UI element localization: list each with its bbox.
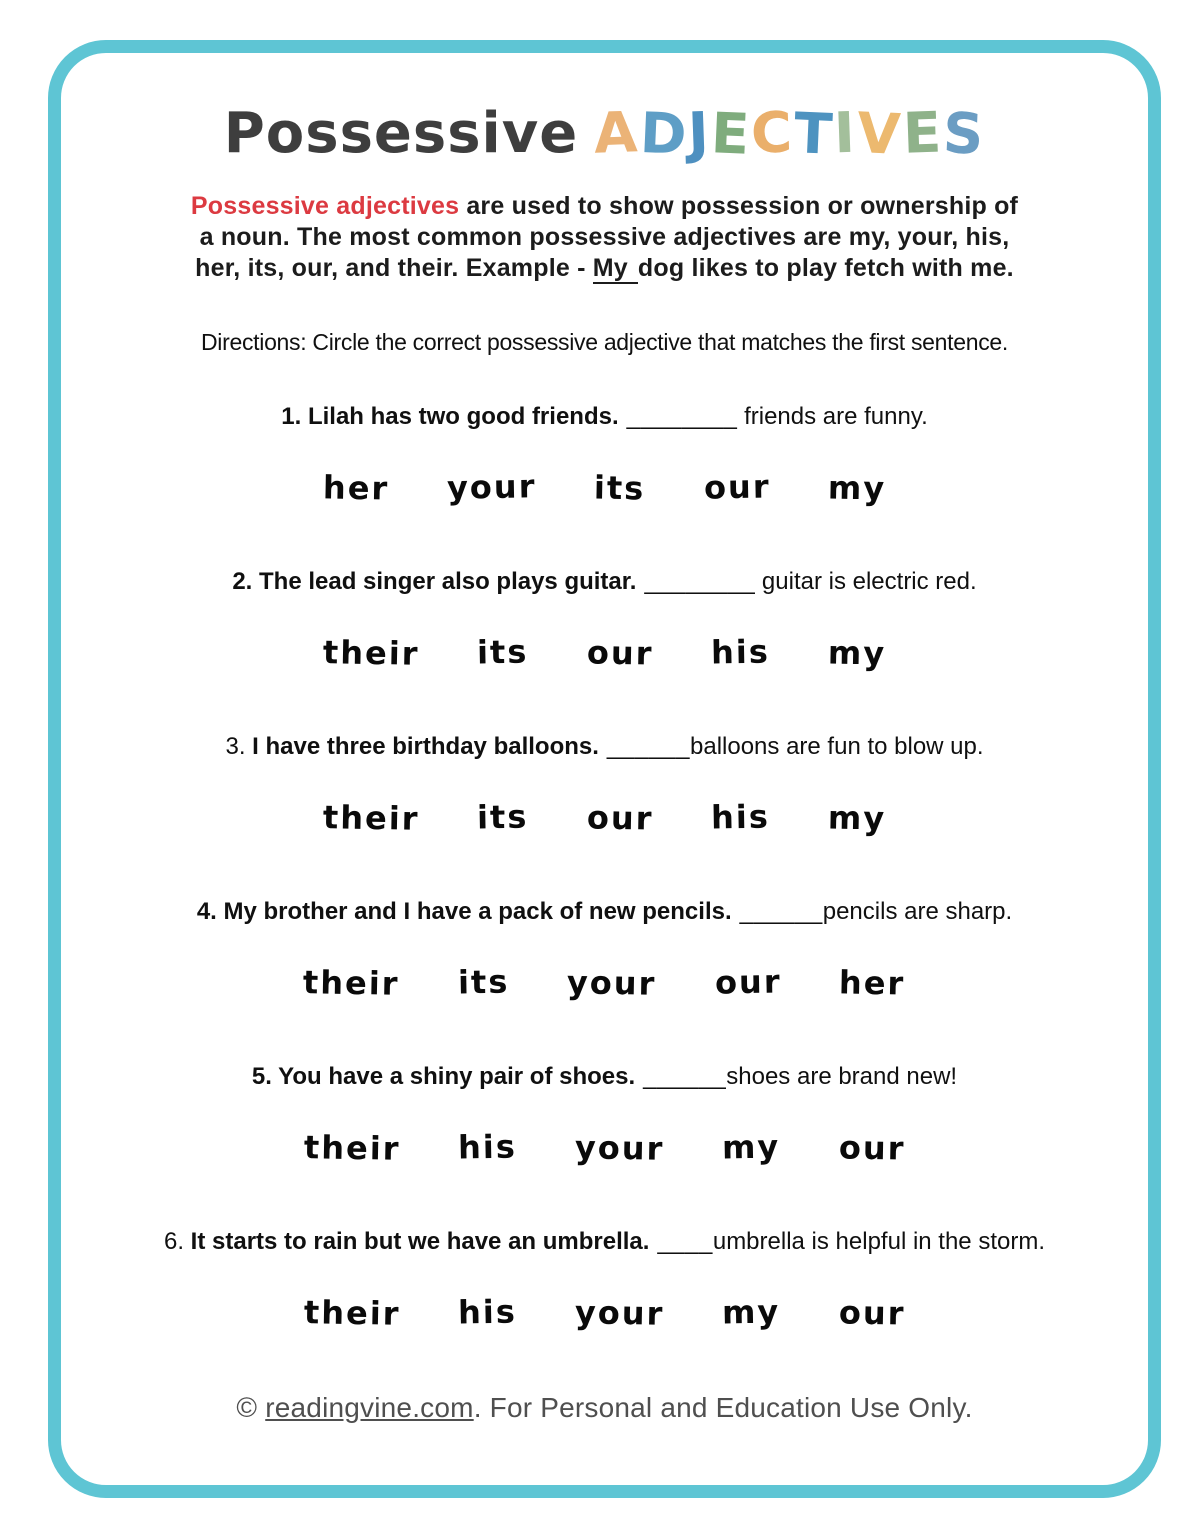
choice-word[interactable]: their [322, 798, 420, 838]
answer-blank[interactable]: ________ [644, 568, 756, 595]
choice-word[interactable]: your [574, 1293, 665, 1333]
intro-highlight: Possessive adjectives [190, 192, 460, 220]
question-number: 3. [225, 733, 253, 760]
directions-text: Directions: Circle the correct possessive adjective that matches the first sentence. [201, 329, 1008, 355]
intro-line3-post: dog likes to play fetch with me. [637, 254, 1014, 282]
choices-row [61, 1124, 1148, 1170]
answer-blank[interactable]: ____ [657, 1228, 713, 1255]
choice-word[interactable]: his [457, 1292, 518, 1332]
question-block [61, 402, 1148, 510]
question-sentence [61, 1227, 1148, 1257]
question-block [61, 897, 1148, 1005]
choice-word[interactable]: our [586, 633, 654, 673]
choice-word[interactable]: their [303, 963, 401, 1003]
title-letter: D [638, 100, 690, 169]
answer-blank[interactable]: ________ [626, 403, 738, 430]
choice-word[interactable]: its [457, 962, 510, 1002]
choice-word[interactable]: my [722, 1292, 782, 1332]
intro-underlined-example: My [593, 254, 638, 284]
question-bold-text: I have three birthday balloons. [252, 733, 599, 760]
question-sentence [61, 402, 1148, 432]
title-letter: E [709, 101, 753, 168]
choice-word[interactable]: her [322, 468, 390, 508]
choices-row [61, 959, 1148, 1005]
question-continuation: guitar is electric red. [755, 568, 977, 595]
answer-blank[interactable]: ______ [643, 1063, 727, 1090]
choice-word[interactable]: your [446, 467, 537, 507]
choice-word[interactable]: our [586, 798, 654, 838]
title-letter: J [686, 100, 713, 167]
page-title [61, 99, 1148, 169]
choices-row [61, 794, 1148, 840]
choices-row [61, 629, 1148, 675]
title-word-adjectives [593, 100, 987, 169]
choice-word[interactable]: our [838, 1293, 906, 1333]
question-continuation: umbrella is helpful in the storm. [712, 1228, 1045, 1255]
worksheet-content [61, 99, 1148, 1498]
title-letter: A [593, 100, 641, 167]
question-bold-text: 1. Lilah has two good friends. [281, 403, 619, 430]
footer-suffix: . For Personal and Education Use Only. [473, 1392, 973, 1423]
title-letter: C [750, 100, 796, 167]
question-bold-text: 2. The lead singer also plays guitar. [232, 568, 637, 595]
choice-word[interactable]: her [838, 963, 906, 1003]
choice-word[interactable]: his [710, 632, 771, 672]
question-sentence [61, 567, 1148, 597]
choice-word[interactable]: their [303, 1293, 401, 1333]
choice-word[interactable]: our [838, 1128, 906, 1168]
choice-word[interactable]: their [303, 1128, 401, 1168]
answer-blank[interactable]: ______ [739, 898, 823, 925]
choice-word[interactable]: its [593, 468, 646, 508]
choice-word[interactable]: his [457, 1127, 518, 1167]
intro-line3-pre: her, its, our, and their. Example - [195, 254, 593, 282]
question-block [61, 732, 1148, 840]
question-sentence [61, 1062, 1148, 1092]
border-frame [48, 40, 1161, 1498]
title-letter: S [941, 101, 987, 168]
title-letter: T [792, 101, 836, 168]
choices-row [61, 1289, 1148, 1335]
question-continuation: pencils are sharp. [822, 898, 1013, 925]
choice-word[interactable]: our [703, 467, 771, 507]
question-block [61, 1062, 1148, 1170]
choices-row [61, 464, 1148, 510]
questions-list [61, 402, 1148, 1335]
question-bold-text: 4. My brother and I have a pack of new pencils. [196, 898, 732, 925]
choice-word[interactable]: their [322, 633, 420, 673]
question-continuation: friends are funny. [737, 403, 928, 430]
answer-blank[interactable]: ______ [606, 733, 690, 760]
question-bold-text: It starts to rain but we have an umbrella. [190, 1228, 650, 1255]
question-number: 6. [163, 1228, 191, 1255]
title-word-possessive: Possessive [223, 101, 579, 166]
choice-word[interactable]: your [566, 963, 658, 1003]
choice-word[interactable]: my [827, 468, 887, 508]
title-letter: V [855, 101, 905, 168]
choice-word[interactable]: your [574, 1128, 665, 1168]
question-block [61, 567, 1148, 675]
intro-line2: a noun. The most common possessive adjectives are my, your, his, [199, 223, 1010, 251]
title-letter: E [901, 100, 945, 167]
choice-word[interactable]: my [722, 1127, 782, 1167]
question-block [61, 1227, 1148, 1335]
question-continuation: balloons are fun to blow up. [690, 733, 984, 760]
footer-text [61, 1392, 1148, 1424]
choice-word[interactable]: our [714, 962, 782, 1002]
intro-paragraph [125, 191, 1085, 284]
question-sentence [61, 897, 1148, 927]
question-bold-text: 5. You have a shiny pair of shoes. [251, 1063, 636, 1090]
readingvine-link[interactable]: readingvine.com [265, 1392, 474, 1423]
choice-word[interactable]: my [827, 798, 887, 838]
footer-copyright: © [236, 1392, 266, 1423]
choice-word[interactable]: his [710, 797, 771, 837]
choice-word[interactable]: its [477, 632, 529, 672]
title-letter: I [833, 100, 859, 167]
intro-line1-rest: are used to show possession or ownership of [459, 192, 1019, 220]
choice-word[interactable]: its [477, 797, 529, 837]
choice-word[interactable]: my [827, 633, 887, 673]
question-sentence [61, 732, 1148, 762]
question-continuation: shoes are brand new! [726, 1063, 958, 1090]
